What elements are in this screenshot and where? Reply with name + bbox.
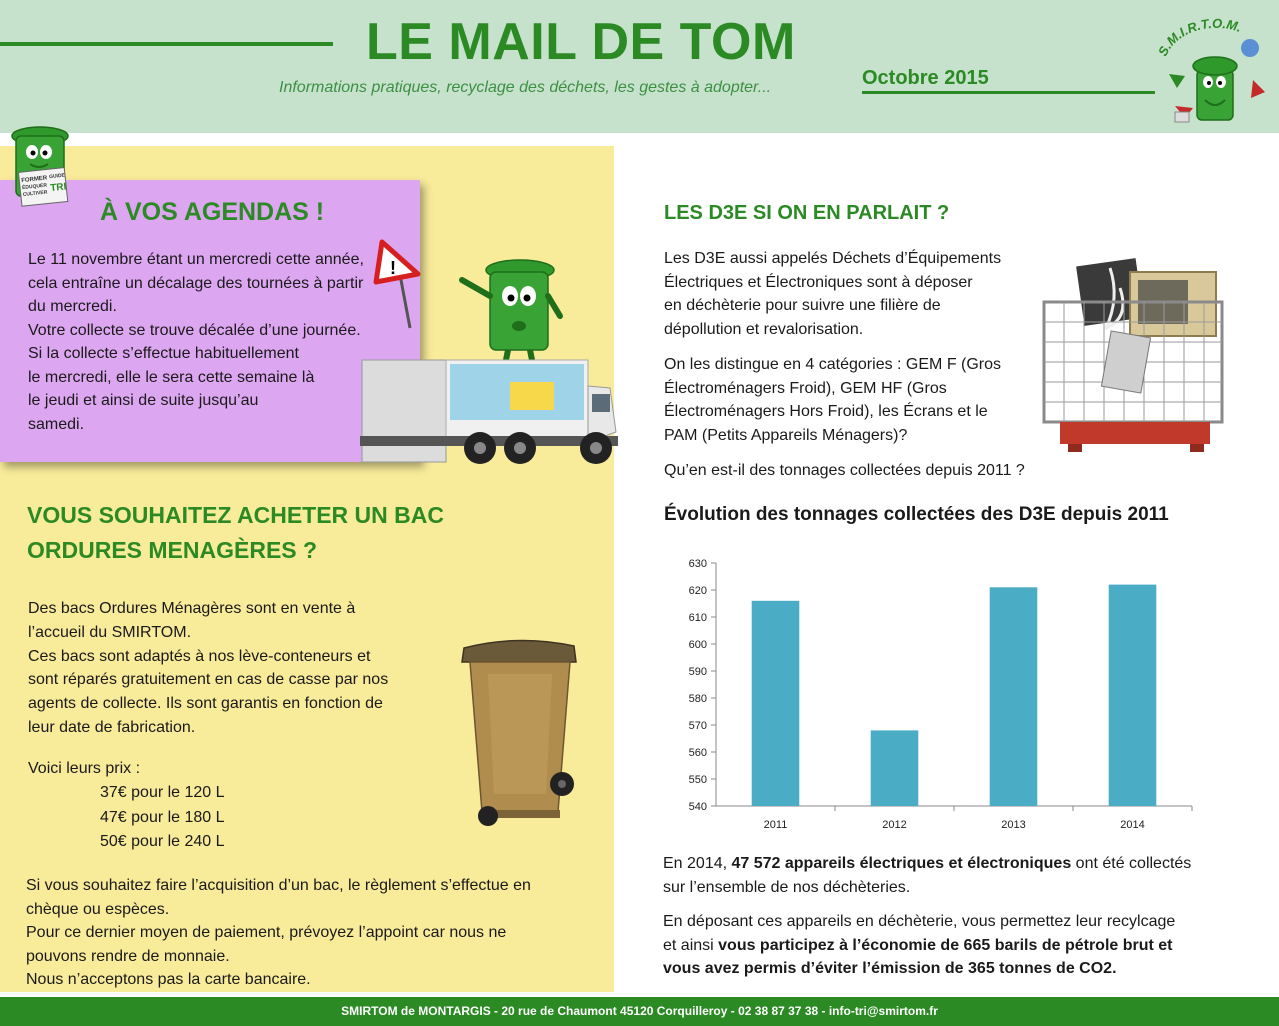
d3e-line: Électroménagers Hors Froid), les Écrans et le — [664, 403, 988, 420]
bac-line: Des bacs Ordures Ménagères sont en vente à — [28, 600, 356, 617]
x-tick-label: 2012 — [882, 819, 907, 831]
y-tick-label: 590 — [688, 666, 707, 678]
wheelie-bin-image — [458, 634, 580, 830]
d3e-definition — [664, 247, 1044, 341]
y-tick-label: 580 — [688, 693, 707, 705]
bac-line: l’accueil du SMIRTOM. — [28, 623, 192, 641]
issue-date: Octobre 2015 — [862, 67, 989, 89]
y-tick-label: 600 — [688, 639, 707, 651]
stat1-line2: sur l’ensemble de nos déchèteries. — [663, 878, 911, 896]
bac-payment-info — [26, 874, 596, 992]
header — [0, 0, 1279, 133]
sign-word: CULTIVER — [22, 189, 48, 199]
stat2-line1: En déposant ces appareils en déchèterie, vous permettez leur recylcage — [663, 913, 1176, 930]
price-label: Voici leurs prix : — [28, 760, 141, 777]
d3e-tonnage-bar-chart — [652, 540, 1212, 840]
bac-description — [28, 597, 438, 740]
bac-line: leur date de fabrication. — [28, 718, 196, 736]
stat2-pre: et ainsi — [663, 936, 719, 954]
stat1-bold: 47 572 appareils électriques et électroniques — [731, 855, 1072, 872]
agenda-line: Votre collecte se trouve décalée d’une journée. — [28, 321, 361, 339]
bac-line: Ces bacs sont adaptés à nos lève-conteneurs et — [28, 647, 371, 665]
payment-line: pouvons rendre de monnaie. — [26, 947, 230, 965]
newsletter-title: LE MAIL DE TOM — [366, 13, 796, 71]
bar-2014 — [1109, 585, 1157, 806]
svg-text:!: ! — [390, 258, 396, 278]
d3e-line: Électroménagers Froid), GEM HF (Gros — [664, 379, 947, 397]
agenda-line: le mercredi, elle le sera cette semaine là — [28, 368, 315, 386]
header-rule-left — [0, 42, 333, 46]
bac-section-title — [27, 498, 487, 568]
footer-contact: SMIRTOM de MONTARGIS - 20 rue de Chaumont 45120 Corquilleroy - 02 38 87 37 38 - info-tri@smirtom.fr — [0, 997, 1279, 1026]
bar-2012 — [871, 730, 919, 806]
newsletter-subtitle: Informations pratiques, recyclage des déchets, les gestes à adopter... — [279, 79, 772, 96]
price-item: 50€ pour le 240 L — [100, 833, 225, 850]
x-tick-label: 2011 — [763, 819, 788, 831]
agenda-line: Si la collecte s’effectue habituellement — [28, 345, 299, 362]
bac-title-line: ORDURES MENAGÈRES ? — [27, 537, 318, 563]
chart-title: Évolution des tonnages collectées des D3E depuis 2011 — [664, 504, 1169, 525]
agenda-text — [28, 248, 413, 436]
stat1-post: ont été collectés — [1071, 855, 1192, 872]
d3e-question: Qu’en est-il des tonnages collectées depuis 2011 ? — [664, 462, 1025, 479]
agenda-line: cela entraîne un décalage des tournées à partir — [28, 274, 364, 292]
agenda-line: Le 11 novembre étant un mercredi cette année, — [28, 251, 364, 268]
sign-word: GUIDE — [48, 172, 66, 181]
stat2-bold1: vous participez à l’économie de 665 barils de pétrole brut et — [718, 936, 1173, 954]
d3e-line: PAM (Petits Appareils Ménagers)? — [664, 426, 908, 444]
x-tick-label: 2014 — [1120, 819, 1145, 831]
y-tick-label: 570 — [688, 720, 707, 732]
payment-line: Nous n’acceptons pas la carte bancaire. — [26, 971, 311, 988]
bar-2013 — [990, 587, 1038, 806]
agenda-line: samedi. — [28, 415, 85, 433]
bac-line: sont réparés gratuitement en cas de casse par nos — [28, 671, 389, 689]
bac-title-line: VOUS SOUHAITEZ ACHETER UN BAC — [27, 502, 444, 528]
d3e-section-title: LES D3E SI ON EN PARLAIT ? — [664, 202, 950, 224]
y-tick-label: 560 — [688, 747, 707, 759]
sign-word: ÉDUQUER — [21, 182, 48, 192]
guide-tri-mascot — [2, 124, 74, 216]
d3e-line: en déchèterie pour suivre une filière de — [664, 297, 941, 314]
d3e-line: Électriques et Électroniques sont à déposer — [664, 273, 973, 291]
price-item: 47€ pour le 180 L — [100, 808, 225, 826]
header-rule-right — [862, 91, 1155, 94]
agenda-title: À VOS AGENDAS ! — [100, 198, 325, 226]
bac-line: agents de collecte. Ils sont garantis en fonction de — [28, 695, 383, 713]
d3e-stat-savings — [663, 910, 1243, 981]
agenda-line: le jeudi et ainsi de suite jusqu’au — [28, 392, 259, 409]
smirtom-logo — [1155, 18, 1275, 130]
price-item: 37€ pour le 120 L — [100, 784, 225, 801]
sign-word: TRI — [49, 181, 67, 195]
svg-text:S.M.I.R.T.O.M. — [1155, 18, 1244, 58]
garbage-truck-illustration — [360, 236, 618, 468]
d3e-categories — [664, 353, 1044, 447]
d3e-line: On les distingue en 4 catégories : GEM F (Gros — [664, 356, 1002, 373]
payment-line: chèque ou espèces. — [26, 900, 170, 918]
y-tick-label: 550 — [688, 774, 707, 786]
payment-line: Pour ce dernier moyen de paiement, prévoyez l’appoint car nous ne — [26, 924, 507, 941]
price-list — [100, 781, 225, 855]
y-tick-label: 630 — [688, 558, 707, 570]
agenda-line: du mercredi. — [28, 298, 117, 315]
d3e-line: dépollution et revalorisation. — [664, 320, 864, 338]
stat1-pre: En 2014, — [663, 855, 732, 872]
d3e-stat-2014 — [663, 852, 1243, 899]
d3e-line: Les D3E aussi appelés Déchets d’Équipements — [664, 250, 1002, 267]
y-tick-label: 610 — [688, 612, 707, 624]
stat2-bold2: vous avez permis d’éviter l’émission de 365 tonnes de CO2. — [663, 960, 1117, 977]
sign-word: FORMER — [21, 175, 48, 185]
electronic-waste-cage-image — [1040, 258, 1230, 454]
x-tick-label: 2013 — [1001, 819, 1026, 831]
y-tick-label: 540 — [688, 801, 707, 813]
logo-text: S.M.I.R.T.O.M. — [1155, 18, 1244, 59]
bar-2011 — [752, 601, 800, 806]
payment-line: Si vous souhaitez faire l’acquisition d’un bac, le règlement s’effectue en — [26, 877, 531, 894]
y-tick-label: 620 — [688, 585, 707, 597]
